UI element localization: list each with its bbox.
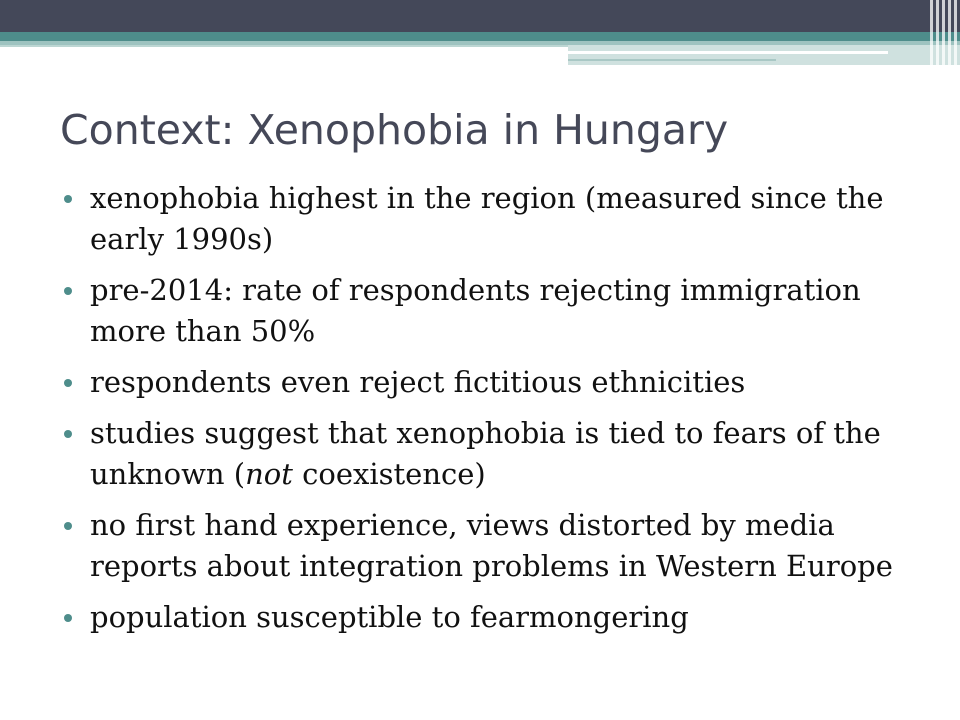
header-stripe xyxy=(948,0,951,66)
bullet-item xyxy=(64,413,924,495)
bullet-item xyxy=(64,505,924,587)
bullet-text: respondents even reject fictitious ethnicities xyxy=(90,365,746,399)
header-stripe xyxy=(954,0,957,66)
bullet-emphasis: not xyxy=(245,457,293,491)
header-stripe xyxy=(936,0,939,66)
slide-title: Context: Xenophobia in Hungary xyxy=(60,106,729,154)
bullet-item xyxy=(64,362,924,403)
bullet-text-end: coexistence) xyxy=(292,457,486,491)
bullet-list xyxy=(64,178,924,648)
bullet-dot-icon xyxy=(64,195,72,203)
bullet-text: pre-2014: rate of respondents rejecting immigration more than 50% xyxy=(90,273,861,348)
bullet-text: population susceptible to fearmongering xyxy=(90,600,689,634)
bullet-text: no first hand experience, views distorted by media reports about integration problems in Western Europe xyxy=(90,508,893,583)
header-stripe xyxy=(942,0,945,66)
bullet-item xyxy=(64,270,924,352)
header-stripe xyxy=(930,0,933,66)
header-step-line xyxy=(568,51,888,54)
bullet-item xyxy=(64,597,924,638)
header-step-line-short xyxy=(568,59,776,61)
header-accent-stripe xyxy=(0,32,960,41)
bullet-item xyxy=(64,178,924,260)
header-vertical-stripes xyxy=(930,0,960,66)
bullet-dot-icon xyxy=(64,379,72,387)
bullet-dot-icon xyxy=(64,287,72,295)
header-bar xyxy=(0,0,960,32)
bullet-text-start: studies suggest that xenophobia is tied to fears of the unknown ( xyxy=(90,416,881,491)
bullet-text: xenophobia highest in the region (measured since the early 1990s) xyxy=(90,181,884,256)
bullet-dot-icon xyxy=(64,430,72,438)
bullet-dot-icon xyxy=(64,522,72,530)
bullet-dot-icon xyxy=(64,614,72,622)
header-step-block xyxy=(568,45,960,65)
header-accent-line xyxy=(0,45,568,47)
